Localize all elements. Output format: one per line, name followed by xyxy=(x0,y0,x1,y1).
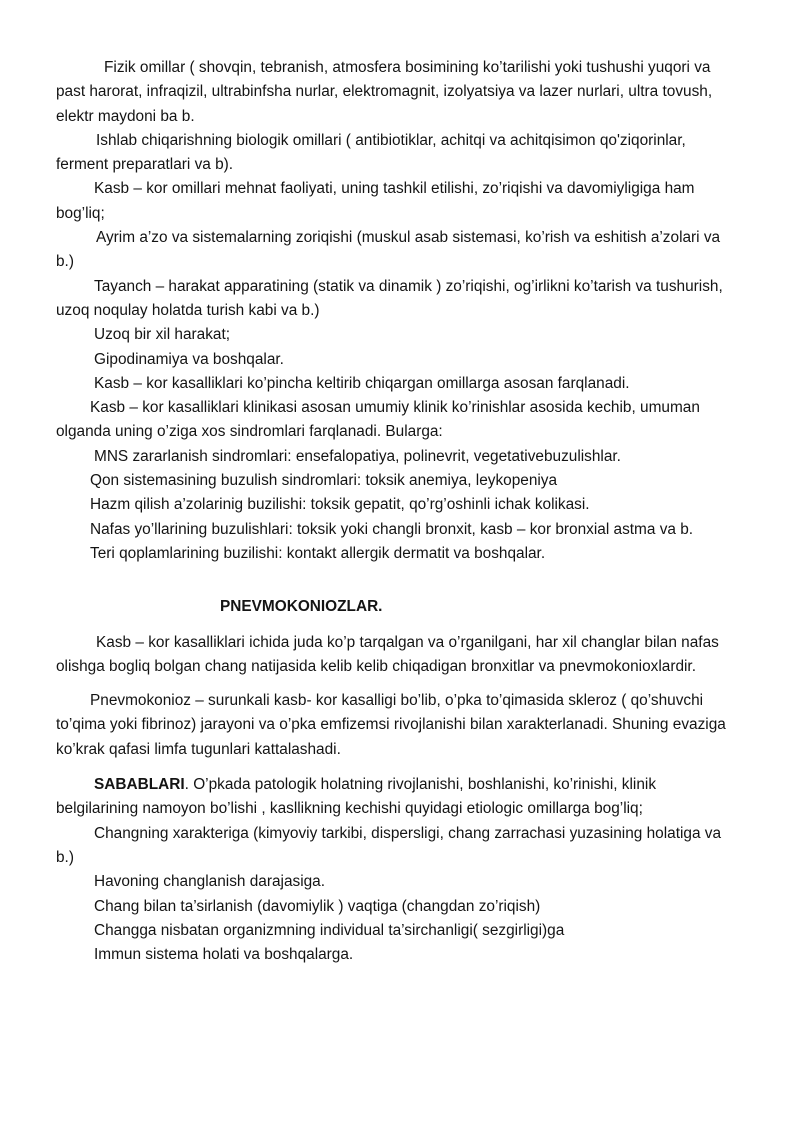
causes-label: SABABLARI xyxy=(94,776,185,794)
paragraph-physical-factors: Fizik omillar ( shovqin, tebranish, atmosfera bosimining ko’tarilishi yoki tushushi yuqori va past harorat, infraqizil, ultrabinfsha nurlar, elektromagnit, izolyatsiya va lazer nurlari, ultra tovush, elektr maydoni ba b. xyxy=(56,59,713,125)
paragraph-digestive-syndromes: Hazm qilish a’zolarinig buzilishi: toksik gepatit, qo’rg’oshinli ichak kolikasi. xyxy=(90,496,590,514)
paragraph-hypodynamia: Gipodinamiya va boshqalar. xyxy=(94,350,284,368)
paragraph-monotony: Uzoq bir xil harakat; xyxy=(94,326,231,344)
paragraph-disease-classification: Kasb – kor kasalliklari ko’pincha keltirib chiqargan omillarga asosan farqlanadi. xyxy=(94,374,630,392)
paragraph-immune-status: Immun sistema holati va boshqalarga. xyxy=(94,946,354,964)
section-heading: PNEVMOKONIOZLAR. xyxy=(220,598,383,616)
paragraph-exposure-time: Chang bilan ta’sirlanish (davomiylik ) vaqtiga (changdan zo’riqish) xyxy=(94,897,541,915)
paragraph-individual-sensitivity: Changga nisbatan organizmning individual ta’sirchanligi( sezgirligi)ga xyxy=(94,921,565,939)
paragraph-skin-syndromes: Teri qoplamlarining buzilishi: kontakt allergik dermatit va boshqalar. xyxy=(90,544,546,562)
paragraph-blood-syndromes: Qon sistemasining buzulish sindromlari: toksik anemiya, leykopeniya xyxy=(90,472,558,490)
paragraph-cns-syndromes: MNS zararlanish sindromlari: ensefalopatiya, polinevrit, vegetativebuzulishlar. xyxy=(94,447,621,465)
paragraph-pneumoconiosis-intro: Kasb – kor kasalliklari ichida juda ko’p tarqalgan va o’rganilgani, har xil changlar bilan nafas olishga bogliq bolgan chang natijasida kelib kelib chiqadigan bronxitlar va pnevmokonioxlardir. xyxy=(56,633,719,675)
paragraph-clinical-syndromes: Kasb – kor kasalliklari klinikasi asosan umumiy klinik ko’rinishlar asosida kechib, umuman olganda uning o’ziga xos sindromlari farqlanadi. Bularga: xyxy=(56,399,700,441)
paragraph-dust-character: Changning xarakteriga (kimyoviy tarkibi, dispersligi, chang zarrachasi yuzasining holatiga va b.) xyxy=(56,824,722,866)
paragraph-biological-factors: Ishlab chiqarishning biologik omillari ( antibiotiklar, achitqi va achitqisimon qo'ziqorinlar, ferment preparatlari va b). xyxy=(56,131,686,174)
paragraph-occupational-factors: Kasb – kor omillari mehnat faoliyati, uning tashkil etilishi, zo’riqishi va davomiyligiga ham bog’liq; xyxy=(56,180,695,222)
paragraph-organ-strain: Ayrim a’zo va sistemalarning zoriqishi (muskul asab sistemasi, ko’rish va eshitish a’zolari va b.) xyxy=(56,229,721,271)
paragraph-musculoskeletal-strain: Tayanch – harakat apparatining (statik va dinamik ) zo’riqishi, og’irlikni ko’tarish va tushurish, uzoq noqulay holatda turish kabi va b.) xyxy=(56,277,723,319)
causes-text: . O’pkada patologik holatning rivojlanishi, boshlanishi, ko’rinishi, klinik belgilarining namoyon bo’lishi , kasllikning kechishi quyidagi etiologic omillarga bog’liq; xyxy=(56,776,657,818)
paragraph-air-dustiness: Havoning changlanish darajasiga. xyxy=(94,873,326,891)
paragraph-respiratory-syndromes: Nafas yo’llarining buzulishlari: toksik yoki changli bronxit, kasb – kor bronxial astma va b. xyxy=(90,520,694,538)
document-page xyxy=(56,56,728,967)
paragraph-causes xyxy=(56,773,728,822)
paragraph-pneumoconiosis-definition: Pnevmokonioz – surunkali kasb- kor kasalligi bo’lib, o’pka to’qimasida skleroz ( qo’shuvchi to’qima yoki fibrinoz) jarayoni va o’pka emfizemsi rivojlanishi bilan xarakterlanadi. Shuning evaziga ko’krak qafasi limfa tugunlari kattalashadi. xyxy=(56,692,726,758)
